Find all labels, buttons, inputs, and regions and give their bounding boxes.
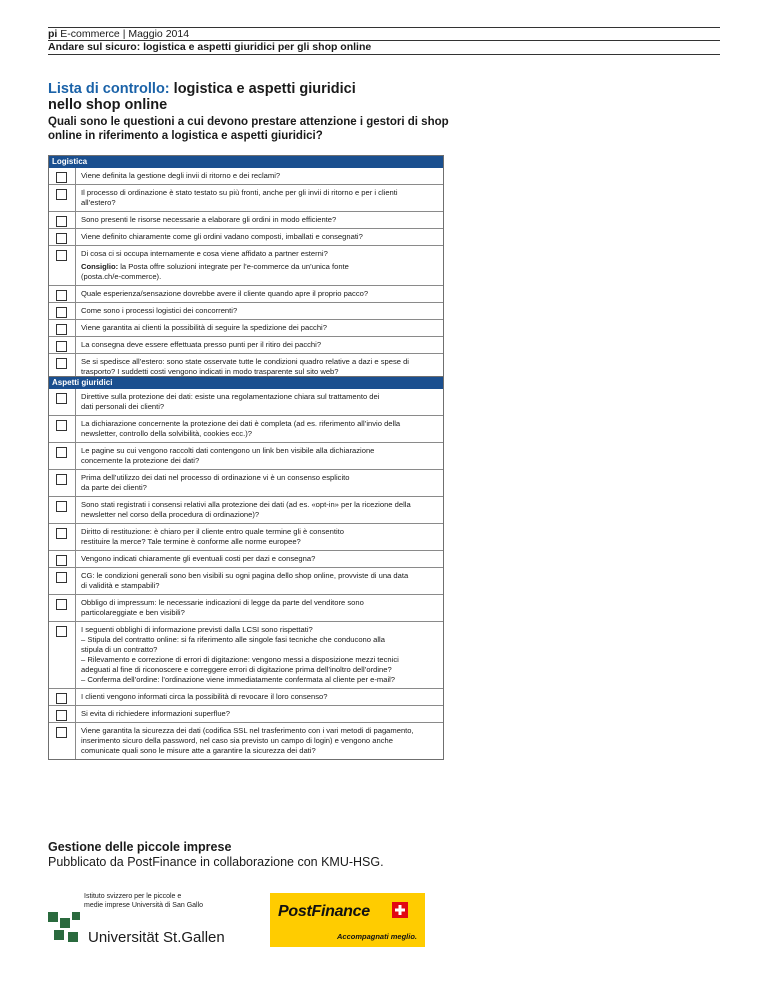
item-text: I clienti vengono informati circa la possibilità di revocare il loro consenso? — [81, 692, 328, 701]
item-text: Quale esperienza/sensazione dovrebbe avere il cliente quando apre il proprio pacco? — [81, 289, 369, 298]
item-text: Sono stati registrati i consensi relativi alla protezione dei dati (ad es. «opt-in» per la ricezione della newsletter nel corso della procedura di ordinazione)? — [81, 500, 411, 519]
title-highlight: Lista di controllo: — [48, 81, 170, 97]
item-text-block — [81, 595, 443, 621]
hsg-name: Universität St.Gallen — [88, 929, 225, 946]
checkbox[interactable] — [56, 324, 67, 335]
checkbox-cell — [49, 443, 76, 469]
item-text: Viene definita la gestione degli invii di ritorno e dei reclami? — [81, 171, 281, 180]
item-text: Viene garantita la sicurezza dei dati (codifica SSL nel trasferimento con i vari metodi di pagamento, inserimento sicuro della password, nel caso sia previsto un campo di login) e vengono anche comunicate quali sono le misure atte a garantire la sicurezza dei dati? — [81, 726, 414, 755]
checkbox-cell — [49, 622, 76, 688]
item-text: Se si spedisce all’estero: sono state osservate tutte le condizioni quadro relative a dazi e spese di trasporto? I suddetti costi vengono indicati in modo trasparente sul sito web? — [81, 357, 409, 376]
checklist-item — [49, 319, 443, 336]
item-text-block — [81, 320, 443, 336]
checkbox[interactable] — [56, 216, 67, 227]
item-text-block — [81, 443, 443, 469]
item-text: Obbligo di impressum: le necessarie indicazioni di legge da parte del venditore sono particolareggiate e ben visibili? — [81, 598, 364, 617]
checkbox-cell — [49, 524, 76, 550]
checklist-item — [49, 168, 443, 184]
checkbox-cell — [49, 568, 76, 594]
checklist-item — [49, 211, 443, 228]
checkbox[interactable] — [56, 189, 67, 200]
checkbox-cell — [49, 320, 76, 336]
checklist-item — [49, 285, 443, 302]
checkbox-cell — [49, 497, 76, 523]
swiss-cross-icon — [392, 902, 408, 918]
checklist-item — [49, 336, 443, 353]
item-text: Come sono i processi logistici dei concorrenti? — [81, 306, 238, 315]
checkbox-cell — [49, 246, 76, 285]
checklist-item — [49, 722, 443, 759]
checkbox-cell — [49, 689, 76, 705]
checkbox[interactable] — [56, 555, 67, 566]
document-subtitle: Andare sul sicuro: logistica e aspetti giuridici per gli shop online — [48, 41, 372, 53]
checklist-section — [48, 155, 444, 381]
item-text: Vengono indicati chiaramente gli eventuali costi per dazi e consegna? — [81, 554, 316, 563]
checklist-item — [49, 469, 443, 496]
hsg-description: Istituto svizzero per le piccole e medie imprese Università di San Gallo — [84, 893, 204, 909]
checklist-item — [49, 567, 443, 594]
item-text-block — [81, 185, 443, 211]
checkbox-cell — [49, 416, 76, 442]
postfinance-logo — [270, 893, 425, 947]
checkbox-cell — [49, 389, 76, 415]
item-text-block — [81, 416, 443, 442]
checkbox[interactable] — [56, 447, 67, 458]
checklist-item — [49, 389, 443, 415]
item-text: Le pagine su cui vengono raccolti dati contengono un link ben visibile alla dichiarazione concernente la protezione dei dati? — [81, 446, 375, 465]
header-date: E-commerce | Maggio 2014 — [60, 28, 190, 40]
checkbox-cell — [49, 303, 76, 319]
item-text-block — [81, 389, 443, 415]
checklist-item — [49, 245, 443, 285]
checkbox-cell — [49, 551, 76, 567]
item-text-block — [81, 286, 443, 302]
item-text-block — [81, 706, 443, 722]
checklist-item — [49, 688, 443, 705]
checkbox-cell — [49, 168, 76, 184]
footer-title: Gestione delle piccole imprese — [48, 840, 232, 854]
tip-text: la Posta offre soluzioni integrate per l’e-commerce da un’unica fonte (posta.ch/e-commerce). — [81, 262, 349, 281]
checklist-item — [49, 228, 443, 245]
item-text-block — [81, 229, 443, 245]
checklist-item — [49, 523, 443, 550]
checkbox[interactable] — [56, 572, 67, 583]
postfinance-name: PostFinance — [278, 903, 370, 920]
checkbox[interactable] — [56, 341, 67, 352]
checklist-item — [49, 442, 443, 469]
intro-question: Quali sono le questioni a cui devono prestare attenzione i gestori di shop online in riferimento a logistica e aspetti giuridici? — [48, 116, 449, 142]
checklist-item — [49, 621, 443, 688]
item-text-block — [81, 497, 443, 523]
item-text-block — [81, 622, 443, 688]
checklist-item — [49, 184, 443, 211]
item-text-block — [81, 212, 443, 228]
checklist-item — [49, 302, 443, 319]
checklist-item — [49, 594, 443, 621]
checkbox[interactable] — [56, 710, 67, 721]
item-text: La consegna deve essere effettuata presso punti per il ritiro dei pacchi? — [81, 340, 322, 349]
postfinance-tagline: Accompagnati meglio. — [336, 932, 417, 941]
checklist-item — [49, 550, 443, 567]
checkbox[interactable] — [56, 307, 67, 318]
checklist-item — [49, 705, 443, 722]
checkbox[interactable] — [56, 727, 67, 738]
checklist-item — [49, 496, 443, 523]
checkbox-cell — [49, 706, 76, 722]
item-text: La dichiarazione concernente la protezione dei dati è completa (ad es. riferimento all’invio della newsletter, controllo della solvibilità, cookies ecc.)? — [81, 419, 401, 438]
checkbox[interactable] — [56, 290, 67, 301]
checkbox[interactable] — [56, 233, 67, 244]
checkbox[interactable] — [56, 693, 67, 704]
section-heading: Logistica — [49, 156, 443, 168]
checkbox[interactable] — [56, 393, 67, 404]
item-text: Viene garantita ai clienti la possibilità di seguire la spedizione dei pacchi? — [81, 323, 327, 332]
item-text: Prima dell’utilizzo dei dati nel processo di ordinazione vi è un consenso esplicito da parte dei clienti? — [81, 473, 350, 492]
item-text-block — [81, 168, 443, 184]
item-text: I seguenti obblighi di informazione previsti dalla LCSI sono rispettati? – Stipula del contratto online: si fa riferimento alle singole fasi tecniche che conducono alla stipula di un contratto? – Rilevamento e correzione di errori di digitazione: vengono messi a disposizione mezzi tecnici adeguati al fine di riconoscere e correggere errori di digitazione prima dell’inoltro dell’ordine? – Conferma dell’ordine: l’ordinazione viene immediatamente confermata al cliente per e-mail? — [81, 625, 399, 684]
checklist-section — [48, 376, 444, 760]
checkbox[interactable] — [56, 599, 67, 610]
item-text: CG: le condizioni generali sono ben visibili su ogni pagina dello shop online, provviste di una data di validità e stampabili? — [81, 571, 409, 590]
checkbox-cell — [49, 229, 76, 245]
document-header-meta — [48, 28, 720, 40]
checkbox-cell — [49, 212, 76, 228]
checkbox[interactable] — [56, 626, 67, 637]
checkbox-cell — [49, 470, 76, 496]
checkbox[interactable] — [56, 501, 67, 512]
item-text: Il processo di ordinazione è stato testato su più fronti, anche per gli invii di ritorno e per i clienti all’estero? — [81, 188, 398, 207]
checkbox-cell — [49, 337, 76, 353]
checklist-item — [49, 415, 443, 442]
item-text: Sono presenti le risorse necessarie a elaborare gli ordini in modo efficiente? — [81, 215, 337, 224]
item-tip — [81, 262, 437, 282]
header-rule-bottom — [48, 54, 720, 55]
item-text: Viene definito chiaramente come gli ordini vadano composti, imballati e consegnati? — [81, 232, 363, 241]
item-text-block — [81, 551, 443, 567]
brand-pi: pi — [48, 28, 58, 40]
checkbox[interactable] — [56, 420, 67, 431]
checkbox-cell — [49, 595, 76, 621]
tip-label: Consiglio: — [81, 262, 119, 271]
item-text: Di cosa ci si occupa internamente e cosa viene affidato a partner esterni? — [81, 249, 328, 258]
item-text-block — [81, 470, 443, 496]
title-line-2: nello shop online — [48, 96, 168, 113]
checkbox[interactable] — [56, 358, 67, 369]
page-title — [48, 82, 720, 113]
checkbox-cell — [49, 185, 76, 211]
checkbox-cell — [49, 286, 76, 302]
item-text-block — [81, 524, 443, 550]
checkbox-cell — [49, 723, 76, 759]
item-text: Si evita di richiedere informazioni superflue? — [81, 709, 230, 718]
item-text-block — [81, 303, 443, 319]
checkbox[interactable] — [56, 528, 67, 539]
item-text-block — [81, 246, 443, 285]
hsg-logo-icon — [48, 912, 82, 946]
checkbox[interactable] — [56, 474, 67, 485]
item-text: Direttive sulla protezione dei dati: esiste una regolamentazione chiara sul trattamento dei dati personali dei clienti? — [81, 392, 380, 411]
footer-subtitle: Pubblicato da PostFinance in collaborazione con KMU-HSG. — [48, 855, 384, 869]
item-text-block — [81, 689, 443, 705]
item-text: Diritto di restituzione: è chiaro per il cliente entro quale termine gli è consentito restituire la merce? Tale termine è conforme alle norme europee? — [81, 527, 344, 546]
item-text-block — [81, 568, 443, 594]
item-text-block — [81, 337, 443, 353]
item-text-block — [81, 723, 443, 759]
section-heading: Aspetti giuridici — [49, 377, 443, 389]
checkbox[interactable] — [56, 172, 67, 183]
checkbox[interactable] — [56, 250, 67, 261]
title-line-1: logistica e aspetti giuridici — [173, 81, 356, 97]
